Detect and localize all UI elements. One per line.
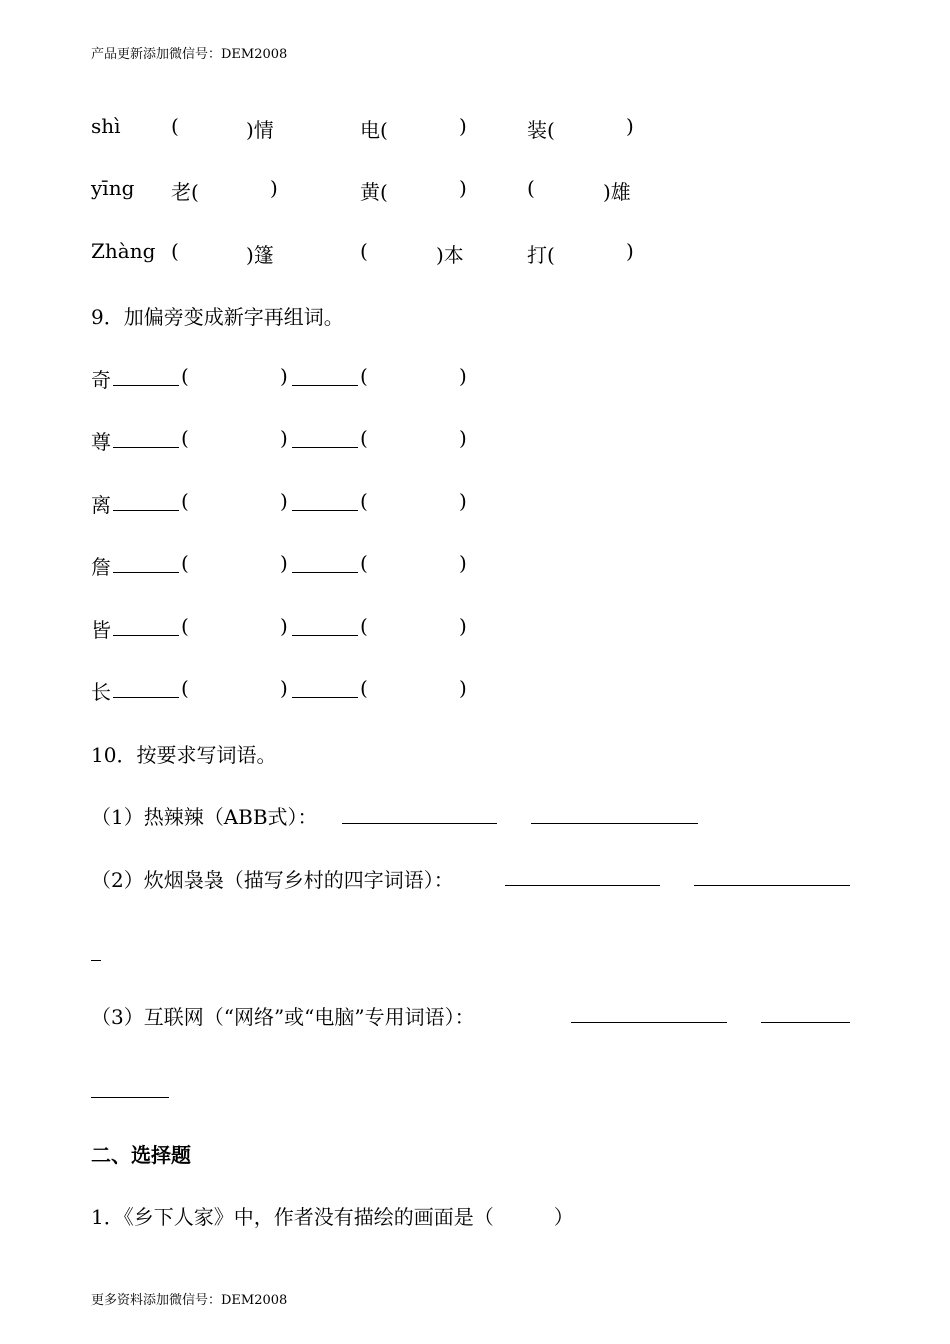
paren-open: ( — [181, 364, 189, 388]
radical-char: 尊 — [91, 430, 111, 454]
radical-char: 詹 — [91, 555, 111, 579]
page-footer: 更多资料添加微信号：DEM2008 — [91, 1293, 288, 1308]
radical-char: 皆 — [91, 618, 111, 642]
radical-char: 离 — [91, 493, 111, 517]
paren-open: ( — [360, 676, 368, 700]
question-10-title: 10．按要求写词语。 — [91, 743, 277, 767]
blank-close: )情 — [246, 118, 274, 142]
pinyin-label: yīng — [91, 176, 135, 200]
paren-open: ( — [181, 489, 189, 513]
answer-line — [531, 823, 698, 824]
blank-close: ) — [626, 239, 634, 263]
answer-line — [342, 823, 497, 824]
blank-close: )本 — [436, 243, 464, 267]
radical-char: 奇 — [91, 368, 111, 392]
paren-open: ( — [360, 364, 368, 388]
answer-line — [292, 635, 358, 636]
blank-close: )篷 — [246, 243, 274, 267]
paren-open: ( — [181, 676, 189, 700]
blank-open: 老( — [171, 180, 199, 204]
answer-line — [571, 1022, 727, 1023]
paren-close: ) — [280, 489, 288, 513]
blank-close: ) — [626, 114, 634, 138]
question-9-title: 9．加偏旁变成新字再组词。 — [91, 305, 344, 329]
blank-open: ( — [171, 239, 179, 263]
answer-line — [761, 1022, 850, 1023]
blank-open: 电( — [360, 118, 388, 142]
choice-question-1: 1．《乡下人家》中，作者没有描绘的画面是（ ） — [91, 1205, 574, 1229]
paren-open: ( — [181, 426, 189, 450]
paren-close: ) — [280, 426, 288, 450]
page-header: 产品更新添加微信号：DEM2008 — [91, 47, 288, 62]
paren-close: ) — [280, 551, 288, 575]
blank-close: ) — [270, 176, 278, 200]
paren-open: ( — [360, 614, 368, 638]
q10-item-2: （2）炊烟袅袅（描写乡村的四字词语）： — [91, 868, 454, 892]
paren-close: ) — [459, 676, 467, 700]
paren-close: ) — [459, 614, 467, 638]
blank-open: 黄( — [360, 180, 388, 204]
paren-close: ) — [459, 364, 467, 388]
blank-open: ( — [360, 239, 368, 263]
paren-open: ( — [360, 489, 368, 513]
paren-close: ) — [280, 614, 288, 638]
paren-open: ( — [181, 551, 189, 575]
blank-open: ( — [527, 176, 535, 200]
answer-line — [113, 510, 179, 511]
blank-open: 打( — [527, 243, 555, 267]
q10-item-1: （1）热辣辣（ABB式）： — [91, 805, 318, 829]
blank-open: ( — [171, 114, 179, 138]
blank-close: )雄 — [603, 180, 631, 204]
answer-line — [505, 885, 660, 886]
answer-line — [292, 385, 358, 386]
answer-line — [292, 572, 358, 573]
answer-line — [113, 635, 179, 636]
paren-close: ) — [459, 426, 467, 450]
blank-close: ) — [459, 114, 467, 138]
blank-open: 装( — [527, 118, 555, 142]
answer-line — [292, 447, 358, 448]
answer-line-continued — [91, 1097, 169, 1098]
blank-close: ) — [459, 176, 467, 200]
q10-item-3: （3）互联网（“网络”或“电脑”专用词语）： — [91, 1005, 475, 1029]
paren-open: ( — [360, 551, 368, 575]
answer-line — [113, 697, 179, 698]
paren-close: ) — [280, 364, 288, 388]
answer-line — [113, 572, 179, 573]
answer-line — [292, 697, 358, 698]
paren-close: ) — [459, 551, 467, 575]
paren-close: ) — [459, 489, 467, 513]
paren-open: ( — [181, 614, 189, 638]
answer-line — [292, 510, 358, 511]
pinyin-label: Zhàng — [91, 239, 156, 263]
section-title: 二、选择题 — [91, 1143, 191, 1167]
pinyin-label: shì — [91, 114, 121, 138]
answer-line-continued — [91, 960, 101, 961]
answer-line — [113, 385, 179, 386]
paren-open: ( — [360, 426, 368, 450]
paren-close: ) — [280, 676, 288, 700]
answer-line — [694, 885, 850, 886]
answer-line — [113, 447, 179, 448]
radical-char: 长 — [91, 680, 111, 704]
